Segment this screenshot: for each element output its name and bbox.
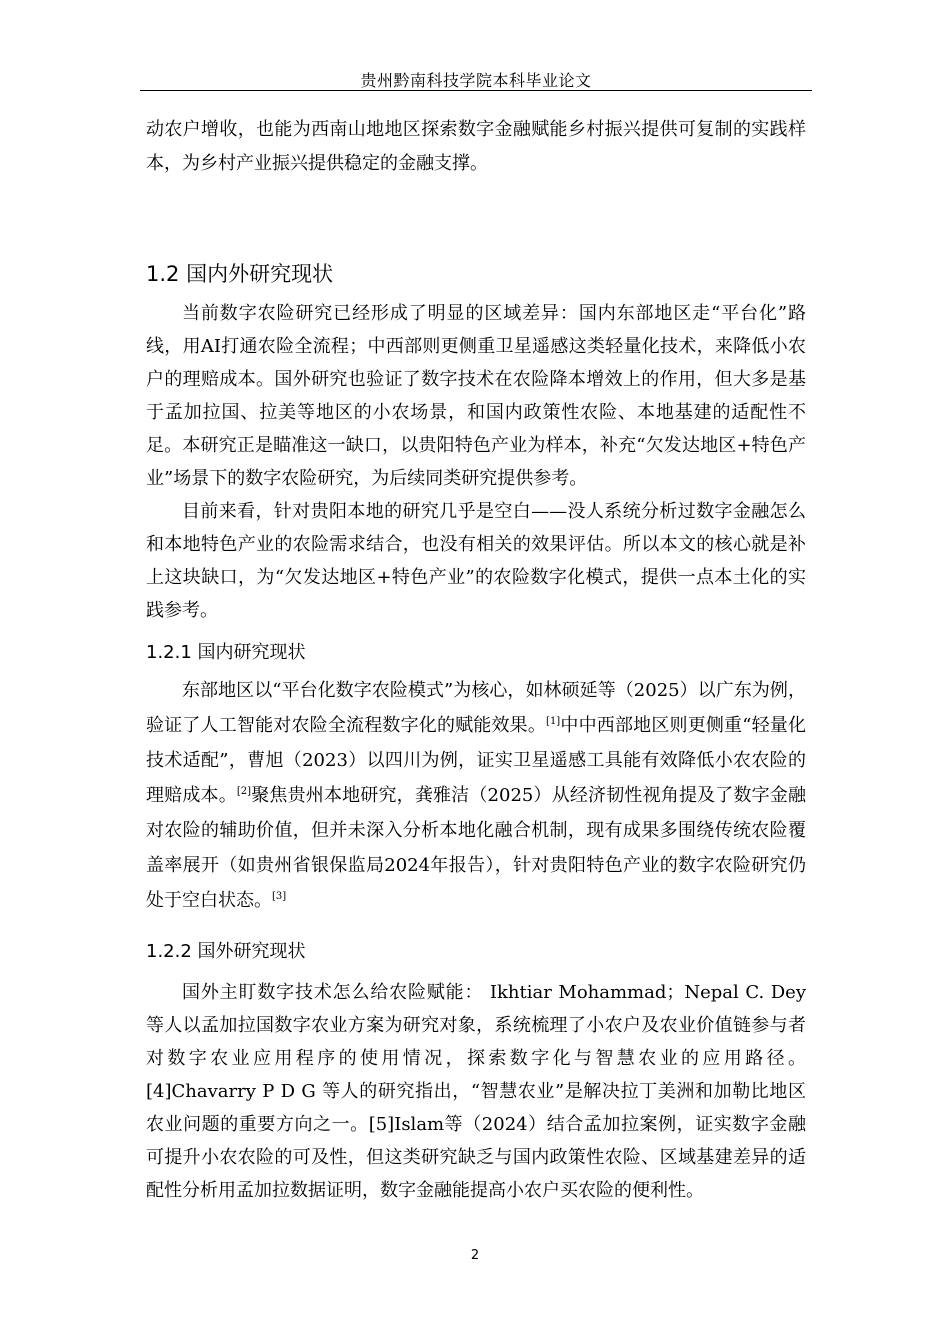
intro-paragraph: 动农户增收，也能为西南山地地区探索数字金融赋能乡村振兴提供可复制的实践样本，为乡村产业振兴提供稳定的金融支撑。 [146, 119, 806, 174]
text-segment: 聚焦贵州本地研究，龚雅洁（2025）从经济韧性视角提及了数字金融对农险的辅助价值，但并未深入分析本地化融合机制，现有成果多围绕传统农险覆盖率展开（如贵州省银保监局2024年报告），针对贵阳特色产业的数字农险研究仍处于空白状态。 [146, 785, 806, 911]
header-divider [140, 90, 812, 91]
section-1-2-2-paragraph: 国外主盯数字技术怎么给农险赋能： Ikhtiar Mohammad；Nepal C. Dey等人以孟加拉国数字农业方案为研究对象，系统梳理了小农户及农业价值链参与者对数字农业应用程序的使用情况，探索数字化与智慧农业的应用路径。[4]Chavarry P D G 等人的研究指出，“智慧农业”是解决拉丁美洲和加勒比地区农业问题的重要方向之一。[5]Islam等（2024）结合孟加拉案例，证实数字金融可提升小农农险的可及性，但这类研究缺乏与国内政策性农险、区域基建差异的适配性分析用孟加拉数据证明，数字金融能提高小农户买农险的便利性。 [146, 982, 806, 1201]
running-header-title: 贵州黔南科技学院本科毕业论文 [360, 71, 592, 90]
section-heading-1-2-2: 1.2.2 国外研究现状 [146, 941, 306, 962]
section-heading-1-2: 1.2 国内外研究现状 [146, 262, 334, 286]
page-number: 2 [470, 1248, 480, 1263]
text-segment: 东部地区以“平台化数字农险模式”为核心，如林硕延等（2025）以广东为例，验证了人工智能对农险全流程数字化的赋能效果。 [146, 680, 806, 736]
section-1-2-paragraph-1: 当前数字农险研究已经形成了明显的区域差异：国内东部地区走“平台化”路线，用AI打通农险全流程；中西部则更侧重卫星遥感这类轻量化技术，来降低小农户的理赔成本。国外研究也验证了数字技术在农险降本增效上的作用，但大多是基于孟加拉国、拉美等地区的小农场景，和国内政策性农险、本地基建的适配性不足。本研究正是瞄准这一缺口，以贵阳特色产业为样本，补充“欠发达地区+特色产业”场景下的数字农险研究，为后续同类研究提供参考。 [146, 303, 806, 489]
text-segment: 中中西部地区则更侧重“轻量化技术适配”，曹旭（2023）以四川为例，证实卫星遥感工具能有效降低小农农险的理赔成本。 [146, 715, 806, 806]
citation-2[interactable]: [2] [236, 786, 252, 797]
page-body [146, 113, 806, 1207]
section-heading-1-2-1: 1.2.1 国内研究现状 [146, 642, 306, 663]
section-1-2-paragraph-2: 目前来看，针对贵阳本地的研究几乎是空白——没人系统分析过数字金融怎么和本地特色产业的农险需求结合，也没有相关的效果评估。所以本文的核心就是补上这块缺口，为“欠发达地区+特色产业”的农险数字化模式，提供一点本土化的实践参考。 [146, 501, 806, 621]
section-1-2-1-paragraph [146, 673, 806, 918]
citation-1[interactable]: [1] [546, 716, 561, 727]
citation-3[interactable]: [3] [272, 891, 287, 902]
